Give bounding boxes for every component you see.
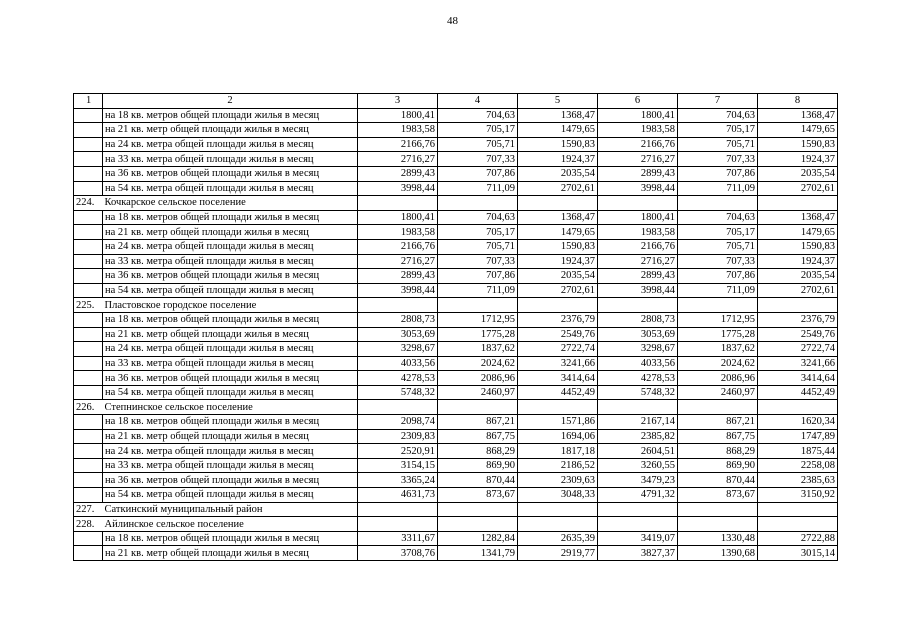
value-cell-col-7: 867,21 bbox=[678, 415, 758, 430]
section-number: 227. bbox=[74, 502, 103, 517]
value-cell-col-6: 2899,43 bbox=[598, 269, 678, 284]
value-cell-col-5: 1368,47 bbox=[518, 108, 598, 123]
value-cell-col-4: 869,90 bbox=[438, 458, 518, 473]
empty-cell bbox=[518, 400, 598, 415]
row-label: на 33 кв. метра общей площади жилья в месяц bbox=[103, 356, 358, 371]
value-cell-col-6: 1800,41 bbox=[598, 108, 678, 123]
value-cell-col-5: 2035,54 bbox=[518, 166, 598, 181]
value-cell-col-8: 2722,74 bbox=[758, 342, 838, 357]
value-cell-col-6: 2385,82 bbox=[598, 429, 678, 444]
row-label: на 33 кв. метра общей площади жилья в месяц bbox=[103, 254, 358, 269]
row-number-cell bbox=[74, 356, 103, 371]
value-cell-col-8: 2722,88 bbox=[758, 531, 838, 546]
empty-cell bbox=[438, 400, 518, 415]
value-cell-col-7: 1330,48 bbox=[678, 531, 758, 546]
value-cell-col-3: 3053,69 bbox=[358, 327, 438, 342]
empty-cell bbox=[438, 196, 518, 211]
row-number-cell bbox=[74, 269, 103, 284]
value-cell-col-4: 2024,62 bbox=[438, 356, 518, 371]
section-row bbox=[74, 517, 838, 532]
value-cell-col-8: 2702,61 bbox=[758, 181, 838, 196]
empty-cell bbox=[598, 502, 678, 517]
table-row bbox=[74, 312, 838, 327]
column-header-5: 5 bbox=[518, 94, 598, 109]
value-cell-col-7: 707,86 bbox=[678, 269, 758, 284]
row-number-cell bbox=[74, 108, 103, 123]
value-cell-col-8: 2258,08 bbox=[758, 458, 838, 473]
value-cell-col-8: 1590,83 bbox=[758, 239, 838, 254]
column-header-6: 6 bbox=[598, 94, 678, 109]
value-cell-col-6: 5748,32 bbox=[598, 385, 678, 400]
value-cell-col-6: 3260,55 bbox=[598, 458, 678, 473]
value-cell-col-4: 2460,97 bbox=[438, 385, 518, 400]
row-number-cell bbox=[74, 429, 103, 444]
value-cell-col-6: 2899,43 bbox=[598, 166, 678, 181]
value-cell-col-5: 1694,06 bbox=[518, 429, 598, 444]
value-cell-col-7: 711,09 bbox=[678, 283, 758, 298]
value-cell-col-5: 2309,63 bbox=[518, 473, 598, 488]
table-row bbox=[74, 108, 838, 123]
empty-cell bbox=[358, 298, 438, 313]
header-row bbox=[74, 94, 838, 109]
row-label: на 24 кв. метра общей площади жилья в месяц bbox=[103, 444, 358, 459]
value-cell-col-7: 705,17 bbox=[678, 225, 758, 240]
row-number-cell bbox=[74, 312, 103, 327]
section-title: Саткинский муниципальный район bbox=[103, 502, 358, 517]
value-cell-col-6: 2716,27 bbox=[598, 152, 678, 167]
empty-cell bbox=[678, 517, 758, 532]
value-cell-col-6: 2604,51 bbox=[598, 444, 678, 459]
value-cell-col-3: 1983,58 bbox=[358, 123, 438, 138]
value-cell-col-4: 1837,62 bbox=[438, 342, 518, 357]
value-cell-col-3: 2716,27 bbox=[358, 152, 438, 167]
row-label: на 18 кв. метров общей площади жилья в месяц bbox=[103, 210, 358, 225]
table-row bbox=[74, 429, 838, 444]
value-cell-col-7: 705,17 bbox=[678, 123, 758, 138]
table-row bbox=[74, 225, 838, 240]
value-cell-col-6: 3053,69 bbox=[598, 327, 678, 342]
value-cell-col-4: 870,44 bbox=[438, 473, 518, 488]
value-cell-col-6: 3298,67 bbox=[598, 342, 678, 357]
value-cell-col-3: 2309,83 bbox=[358, 429, 438, 444]
section-row bbox=[74, 196, 838, 211]
value-cell-col-3: 3998,44 bbox=[358, 181, 438, 196]
value-cell-col-8: 1875,44 bbox=[758, 444, 838, 459]
value-cell-col-5: 2376,79 bbox=[518, 312, 598, 327]
value-cell-col-4: 867,21 bbox=[438, 415, 518, 430]
value-cell-col-7: 868,29 bbox=[678, 444, 758, 459]
page-number: 48 bbox=[447, 15, 458, 27]
empty-cell bbox=[758, 196, 838, 211]
row-number-cell bbox=[74, 546, 103, 561]
value-cell-col-4: 705,17 bbox=[438, 123, 518, 138]
value-cell-col-5: 1924,37 bbox=[518, 254, 598, 269]
value-cell-col-3: 2166,76 bbox=[358, 137, 438, 152]
value-cell-col-7: 704,63 bbox=[678, 108, 758, 123]
value-cell-col-5: 2919,77 bbox=[518, 546, 598, 561]
value-cell-col-5: 1590,83 bbox=[518, 239, 598, 254]
value-cell-col-4: 1775,28 bbox=[438, 327, 518, 342]
row-label: на 18 кв. метров общей площади жилья в месяц bbox=[103, 415, 358, 430]
empty-cell bbox=[358, 502, 438, 517]
value-cell-col-5: 2549,76 bbox=[518, 327, 598, 342]
value-cell-col-6: 1983,58 bbox=[598, 225, 678, 240]
value-cell-col-8: 2549,76 bbox=[758, 327, 838, 342]
value-cell-col-6: 4278,53 bbox=[598, 371, 678, 386]
value-cell-col-5: 1817,18 bbox=[518, 444, 598, 459]
table-row bbox=[74, 444, 838, 459]
value-cell-col-8: 3241,66 bbox=[758, 356, 838, 371]
table-row bbox=[74, 327, 838, 342]
table-row bbox=[74, 531, 838, 546]
value-cell-col-4: 705,71 bbox=[438, 137, 518, 152]
row-label: на 36 кв. метров общей площади жилья в месяц bbox=[103, 269, 358, 284]
value-cell-col-5: 2035,54 bbox=[518, 269, 598, 284]
table-row bbox=[74, 166, 838, 181]
value-cell-col-5: 3241,66 bbox=[518, 356, 598, 371]
value-cell-col-7: 870,44 bbox=[678, 473, 758, 488]
section-row bbox=[74, 400, 838, 415]
row-number-cell bbox=[74, 371, 103, 386]
value-cell-col-5: 2702,61 bbox=[518, 181, 598, 196]
row-number-cell bbox=[74, 152, 103, 167]
row-label: на 21 кв. метр общей площади жилья в месяц bbox=[103, 123, 358, 138]
value-cell-col-4: 1712,95 bbox=[438, 312, 518, 327]
value-cell-col-4: 705,17 bbox=[438, 225, 518, 240]
table-body bbox=[74, 94, 838, 561]
section-number: 224. bbox=[74, 196, 103, 211]
empty-cell bbox=[598, 517, 678, 532]
row-number-cell bbox=[74, 210, 103, 225]
value-cell-col-3: 3708,76 bbox=[358, 546, 438, 561]
value-cell-col-7: 1390,68 bbox=[678, 546, 758, 561]
row-label: на 33 кв. метра общей площади жилья в месяц bbox=[103, 458, 358, 473]
row-number-cell bbox=[74, 458, 103, 473]
section-number: 225. bbox=[74, 298, 103, 313]
value-cell-col-3: 5748,32 bbox=[358, 385, 438, 400]
value-cell-col-4: 705,71 bbox=[438, 239, 518, 254]
row-number-cell bbox=[74, 166, 103, 181]
value-cell-col-7: 704,63 bbox=[678, 210, 758, 225]
row-number-cell bbox=[74, 123, 103, 138]
section-title: Кочкарское сельское поселение bbox=[103, 196, 358, 211]
row-number-cell bbox=[74, 444, 103, 459]
value-cell-col-8: 2035,54 bbox=[758, 166, 838, 181]
section-row bbox=[74, 502, 838, 517]
row-label: на 33 кв. метра общей площади жилья в месяц bbox=[103, 152, 358, 167]
value-cell-col-7: 873,67 bbox=[678, 488, 758, 503]
value-cell-col-6: 1800,41 bbox=[598, 210, 678, 225]
table-row bbox=[74, 546, 838, 561]
empty-cell bbox=[678, 298, 758, 313]
row-number-cell bbox=[74, 327, 103, 342]
value-cell-col-5: 2722,74 bbox=[518, 342, 598, 357]
row-label: на 24 кв. метра общей площади жилья в месяц bbox=[103, 137, 358, 152]
empty-cell bbox=[678, 400, 758, 415]
value-cell-col-8: 1368,47 bbox=[758, 108, 838, 123]
empty-cell bbox=[358, 196, 438, 211]
value-cell-col-8: 2385,63 bbox=[758, 473, 838, 488]
row-label: на 24 кв. метра общей площади жилья в месяц bbox=[103, 342, 358, 357]
column-header-8: 8 bbox=[758, 94, 838, 109]
value-cell-col-8: 1924,37 bbox=[758, 152, 838, 167]
value-cell-col-5: 1924,37 bbox=[518, 152, 598, 167]
value-cell-col-6: 3998,44 bbox=[598, 283, 678, 298]
row-number-cell bbox=[74, 239, 103, 254]
value-cell-col-4: 1341,79 bbox=[438, 546, 518, 561]
row-label: на 18 кв. метров общей площади жилья в месяц bbox=[103, 531, 358, 546]
value-cell-col-8: 1479,65 bbox=[758, 225, 838, 240]
value-cell-col-7: 705,71 bbox=[678, 137, 758, 152]
table-row bbox=[74, 488, 838, 503]
value-cell-col-3: 1983,58 bbox=[358, 225, 438, 240]
value-cell-col-8: 4452,49 bbox=[758, 385, 838, 400]
table-row bbox=[74, 254, 838, 269]
value-cell-col-7: 869,90 bbox=[678, 458, 758, 473]
value-cell-col-4: 707,33 bbox=[438, 254, 518, 269]
value-cell-col-6: 3827,37 bbox=[598, 546, 678, 561]
value-cell-col-3: 3154,15 bbox=[358, 458, 438, 473]
row-label: на 18 кв. метров общей площади жилья в месяц bbox=[103, 312, 358, 327]
table-row bbox=[74, 342, 838, 357]
value-cell-col-4: 867,75 bbox=[438, 429, 518, 444]
value-cell-col-5: 1479,65 bbox=[518, 225, 598, 240]
empty-cell bbox=[678, 502, 758, 517]
value-cell-col-6: 3998,44 bbox=[598, 181, 678, 196]
empty-cell bbox=[678, 196, 758, 211]
value-cell-col-3: 4033,56 bbox=[358, 356, 438, 371]
empty-cell bbox=[438, 517, 518, 532]
table-row bbox=[74, 283, 838, 298]
table-row bbox=[74, 371, 838, 386]
value-cell-col-8: 1924,37 bbox=[758, 254, 838, 269]
value-cell-col-7: 1712,95 bbox=[678, 312, 758, 327]
table-row bbox=[74, 239, 838, 254]
row-label: на 54 кв. метра общей площади жилья в месяц bbox=[103, 488, 358, 503]
row-label: на 36 кв. метров общей площади жилья в месяц bbox=[103, 371, 358, 386]
column-header-2: 2 bbox=[103, 94, 358, 109]
empty-cell bbox=[358, 517, 438, 532]
value-cell-col-8: 1747,89 bbox=[758, 429, 838, 444]
value-cell-col-8: 1590,83 bbox=[758, 137, 838, 152]
empty-cell bbox=[598, 400, 678, 415]
table-row bbox=[74, 210, 838, 225]
value-cell-col-3: 2808,73 bbox=[358, 312, 438, 327]
empty-cell bbox=[438, 502, 518, 517]
column-header-3: 3 bbox=[358, 94, 438, 109]
column-header-7: 7 bbox=[678, 94, 758, 109]
value-cell-col-5: 1590,83 bbox=[518, 137, 598, 152]
row-label: на 36 кв. метров общей площади жилья в месяц bbox=[103, 166, 358, 181]
value-cell-col-7: 707,86 bbox=[678, 166, 758, 181]
value-cell-col-8: 1620,34 bbox=[758, 415, 838, 430]
value-cell-col-3: 4631,73 bbox=[358, 488, 438, 503]
value-cell-col-3: 3298,67 bbox=[358, 342, 438, 357]
empty-cell bbox=[758, 502, 838, 517]
row-number-cell bbox=[74, 225, 103, 240]
value-cell-col-7: 711,09 bbox=[678, 181, 758, 196]
section-title: Айлинское сельское поселение bbox=[103, 517, 358, 532]
value-cell-col-4: 711,09 bbox=[438, 181, 518, 196]
row-number-cell bbox=[74, 254, 103, 269]
value-cell-col-3: 2899,43 bbox=[358, 269, 438, 284]
section-number: 226. bbox=[74, 400, 103, 415]
column-header-4: 4 bbox=[438, 94, 518, 109]
row-label: на 54 кв. метра общей площади жилья в месяц bbox=[103, 181, 358, 196]
value-cell-col-5: 2702,61 bbox=[518, 283, 598, 298]
table-row bbox=[74, 415, 838, 430]
value-cell-col-8: 2376,79 bbox=[758, 312, 838, 327]
empty-cell bbox=[758, 298, 838, 313]
row-number-cell bbox=[74, 473, 103, 488]
value-cell-col-7: 2024,62 bbox=[678, 356, 758, 371]
row-number-cell bbox=[74, 137, 103, 152]
empty-cell bbox=[358, 400, 438, 415]
value-cell-col-4: 868,29 bbox=[438, 444, 518, 459]
value-cell-col-3: 2520,91 bbox=[358, 444, 438, 459]
value-cell-col-6: 2167,14 bbox=[598, 415, 678, 430]
value-cell-col-4: 873,67 bbox=[438, 488, 518, 503]
value-cell-col-6: 4791,32 bbox=[598, 488, 678, 503]
empty-cell bbox=[518, 517, 598, 532]
value-cell-col-8: 3414,64 bbox=[758, 371, 838, 386]
empty-cell bbox=[758, 517, 838, 532]
value-cell-col-5: 4452,49 bbox=[518, 385, 598, 400]
row-label: на 54 кв. метра общей площади жилья в месяц bbox=[103, 283, 358, 298]
empty-cell bbox=[438, 298, 518, 313]
value-cell-col-8: 2702,61 bbox=[758, 283, 838, 298]
value-cell-col-4: 2086,96 bbox=[438, 371, 518, 386]
value-cell-col-5: 2186,52 bbox=[518, 458, 598, 473]
value-cell-col-7: 867,75 bbox=[678, 429, 758, 444]
value-cell-col-3: 3365,24 bbox=[358, 473, 438, 488]
empty-cell bbox=[518, 298, 598, 313]
value-cell-col-7: 2460,97 bbox=[678, 385, 758, 400]
row-label: на 18 кв. метров общей площади жилья в месяц bbox=[103, 108, 358, 123]
value-cell-col-8: 1479,65 bbox=[758, 123, 838, 138]
value-cell-col-5: 1368,47 bbox=[518, 210, 598, 225]
value-cell-col-3: 4278,53 bbox=[358, 371, 438, 386]
tariff-table bbox=[73, 93, 838, 561]
value-cell-col-6: 4033,56 bbox=[598, 356, 678, 371]
value-cell-col-4: 704,63 bbox=[438, 210, 518, 225]
row-label: на 21 кв. метр общей площади жилья в месяц bbox=[103, 225, 358, 240]
value-cell-col-8: 3150,92 bbox=[758, 488, 838, 503]
value-cell-col-8: 2035,54 bbox=[758, 269, 838, 284]
row-label: на 21 кв. метр общей площади жилья в месяц bbox=[103, 429, 358, 444]
value-cell-col-4: 1282,84 bbox=[438, 531, 518, 546]
table-row bbox=[74, 269, 838, 284]
value-cell-col-6: 2166,76 bbox=[598, 137, 678, 152]
value-cell-col-4: 711,09 bbox=[438, 283, 518, 298]
column-header-1: 1 bbox=[74, 94, 103, 109]
value-cell-col-5: 2635,39 bbox=[518, 531, 598, 546]
row-number-cell bbox=[74, 283, 103, 298]
value-cell-col-5: 1479,65 bbox=[518, 123, 598, 138]
value-cell-col-5: 3048,33 bbox=[518, 488, 598, 503]
value-cell-col-7: 705,71 bbox=[678, 239, 758, 254]
row-number-cell bbox=[74, 181, 103, 196]
row-number-cell bbox=[74, 415, 103, 430]
value-cell-col-3: 2098,74 bbox=[358, 415, 438, 430]
value-cell-col-8: 1368,47 bbox=[758, 210, 838, 225]
table-row bbox=[74, 458, 838, 473]
value-cell-col-6: 2166,76 bbox=[598, 239, 678, 254]
value-cell-col-6: 2716,27 bbox=[598, 254, 678, 269]
section-title: Пластовское городское поселение bbox=[103, 298, 358, 313]
value-cell-col-6: 2808,73 bbox=[598, 312, 678, 327]
table-row bbox=[74, 385, 838, 400]
table-row bbox=[74, 473, 838, 488]
value-cell-col-3: 2716,27 bbox=[358, 254, 438, 269]
section-number: 228. bbox=[74, 517, 103, 532]
row-number-cell bbox=[74, 531, 103, 546]
value-cell-col-3: 3311,67 bbox=[358, 531, 438, 546]
table-row bbox=[74, 356, 838, 371]
value-cell-col-4: 707,86 bbox=[438, 269, 518, 284]
row-number-cell bbox=[74, 342, 103, 357]
table-row bbox=[74, 152, 838, 167]
value-cell-col-4: 704,63 bbox=[438, 108, 518, 123]
empty-cell bbox=[518, 502, 598, 517]
value-cell-col-3: 2899,43 bbox=[358, 166, 438, 181]
empty-cell bbox=[598, 298, 678, 313]
value-cell-col-3: 3998,44 bbox=[358, 283, 438, 298]
row-label: на 54 кв. метра общей площади жилья в месяц bbox=[103, 385, 358, 400]
table-row bbox=[74, 123, 838, 138]
row-label: на 36 кв. метров общей площади жилья в месяц bbox=[103, 473, 358, 488]
value-cell-col-5: 3414,64 bbox=[518, 371, 598, 386]
value-cell-col-7: 707,33 bbox=[678, 254, 758, 269]
value-cell-col-7: 707,33 bbox=[678, 152, 758, 167]
row-number-cell bbox=[74, 488, 103, 503]
value-cell-col-4: 707,33 bbox=[438, 152, 518, 167]
value-cell-col-6: 3479,23 bbox=[598, 473, 678, 488]
empty-cell bbox=[758, 400, 838, 415]
value-cell-col-5: 1571,86 bbox=[518, 415, 598, 430]
value-cell-col-7: 1837,62 bbox=[678, 342, 758, 357]
empty-cell bbox=[598, 196, 678, 211]
value-cell-col-3: 1800,41 bbox=[358, 108, 438, 123]
value-cell-col-6: 1983,58 bbox=[598, 123, 678, 138]
empty-cell bbox=[518, 196, 598, 211]
table-row bbox=[74, 181, 838, 196]
value-cell-col-3: 1800,41 bbox=[358, 210, 438, 225]
section-title: Степнинское сельское поселение bbox=[103, 400, 358, 415]
row-label: на 21 кв. метр общей площади жилья в месяц bbox=[103, 327, 358, 342]
row-number-cell bbox=[74, 385, 103, 400]
value-cell-col-6: 3419,07 bbox=[598, 531, 678, 546]
table-row bbox=[74, 137, 838, 152]
row-label: на 21 кв. метр общей площади жилья в месяц bbox=[103, 546, 358, 561]
value-cell-col-3: 2166,76 bbox=[358, 239, 438, 254]
section-row bbox=[74, 298, 838, 313]
value-cell-col-7: 2086,96 bbox=[678, 371, 758, 386]
value-cell-col-4: 707,86 bbox=[438, 166, 518, 181]
row-label: на 24 кв. метра общей площади жилья в месяц bbox=[103, 239, 358, 254]
value-cell-col-7: 1775,28 bbox=[678, 327, 758, 342]
value-cell-col-8: 3015,14 bbox=[758, 546, 838, 561]
